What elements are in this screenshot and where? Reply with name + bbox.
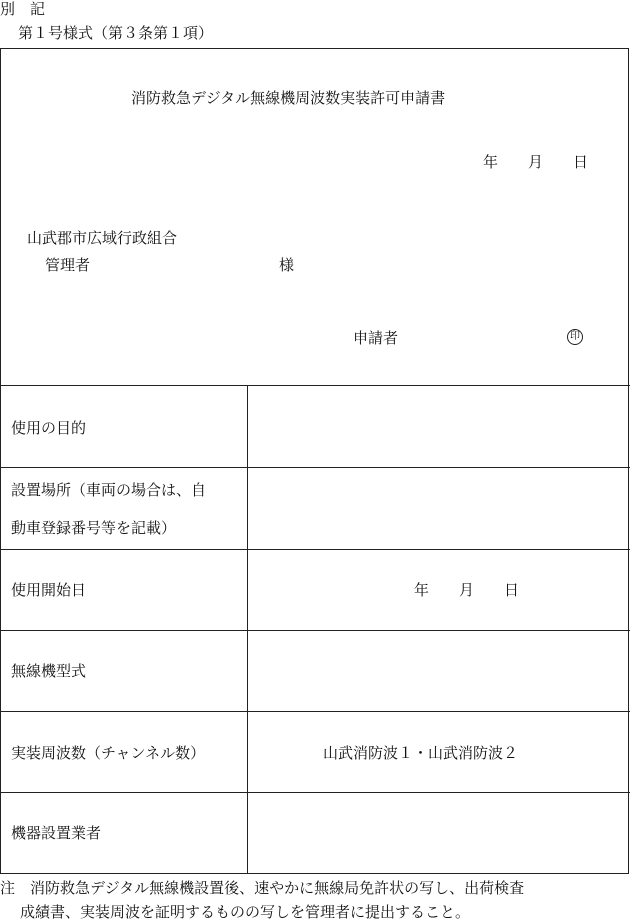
row-divider bbox=[1, 467, 630, 468]
row-divider bbox=[1, 711, 630, 712]
date-line: 年 月 日 bbox=[483, 153, 589, 171]
addressee-org: 山武郡市広域行政組合 bbox=[27, 229, 178, 247]
seal-mark: 印 bbox=[567, 329, 583, 345]
row-value-start-date: 年 月 日 bbox=[414, 581, 520, 599]
addressee-honorific: 様 bbox=[279, 256, 295, 274]
row-divider bbox=[1, 630, 630, 631]
applicant-label: 申請者 bbox=[353, 329, 399, 347]
row-label-start-date: 使用開始日 bbox=[11, 581, 87, 599]
row-label-location-line2: 動車登録番号等を記載） bbox=[11, 519, 177, 537]
form-title: 消防救急デジタル無線機周波数実装許可申請書 bbox=[131, 89, 446, 107]
row-label-installer: 機器設置業者 bbox=[11, 824, 102, 842]
row-label-purpose: 使用の目的 bbox=[11, 419, 87, 437]
row-label-frequency: 実装周波数（チャンネル数） bbox=[11, 744, 206, 762]
form-number: 第１号様式（第３条第１項） bbox=[18, 24, 214, 42]
row-value-frequency: 山武消防波１・山武消防波２ bbox=[323, 744, 519, 762]
row-divider bbox=[1, 549, 630, 550]
row-label-radio-model: 無線機型式 bbox=[11, 662, 87, 680]
table-top-rule bbox=[1, 385, 630, 386]
application-form bbox=[0, 48, 629, 874]
note-line2: 成績書、実装周波を証明するものの写しを管理者に提出すること。 bbox=[20, 903, 471, 921]
row-label-location-line1: 設置場所（車両の場合は、自 bbox=[11, 481, 207, 499]
addressee-title: 管理者 bbox=[45, 256, 91, 274]
betsuki-label: 別 記 bbox=[0, 0, 46, 18]
note-line1: 注 消防救急デジタル無線機設置後、速やかに無線局免許状の写し、出荷検査 bbox=[0, 879, 525, 897]
row-divider bbox=[1, 792, 630, 793]
